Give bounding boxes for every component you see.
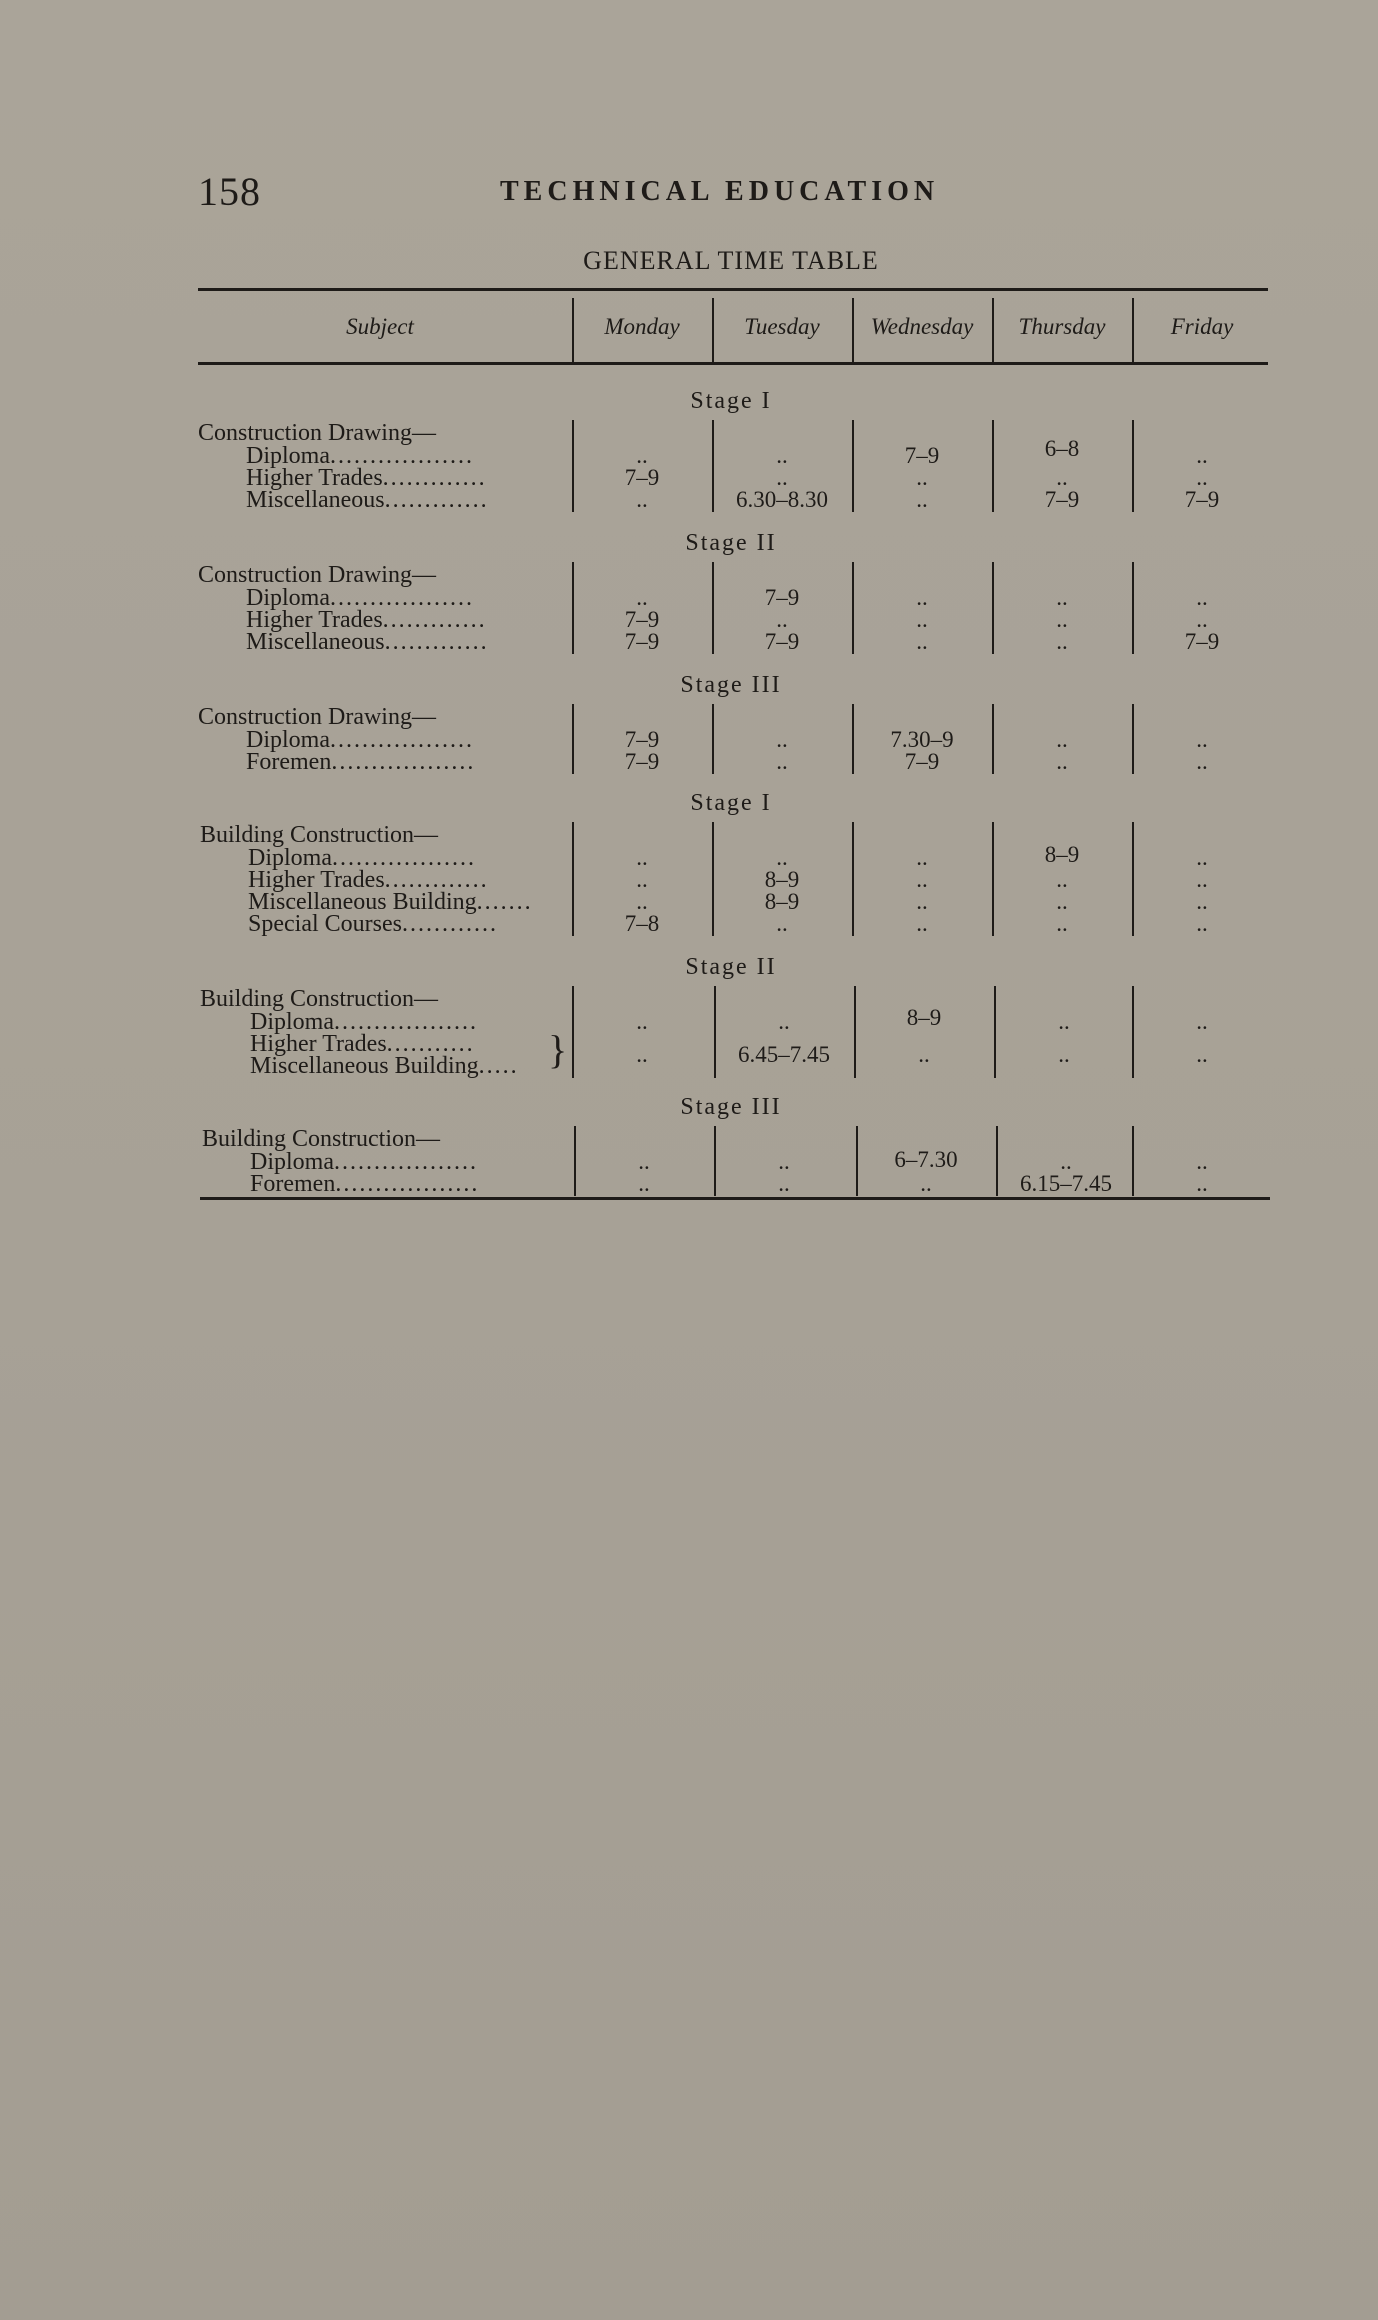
cell: .. (776, 911, 788, 936)
cell: .. (1196, 867, 1208, 892)
group-title: Building Construction— (202, 1126, 441, 1152)
group-title: Building Construction— (200, 822, 439, 848)
header-divider (992, 298, 994, 362)
cell: .. (918, 1042, 930, 1067)
stage-heading: Stage III (680, 1094, 782, 1120)
cell: 7–9 (1184, 487, 1220, 512)
cell: .. (636, 845, 648, 870)
row-label: Miscellaneous............. (246, 487, 489, 513)
cell: 7–9 (764, 629, 800, 654)
page-number: 158 (198, 169, 261, 214)
cell: 7–9 (1044, 487, 1080, 512)
cell: .. (1056, 585, 1068, 610)
header-monday: Monday (604, 314, 680, 339)
bottom-rule (200, 1197, 1270, 1200)
cell: .. (1196, 845, 1208, 870)
stage-heading: Stage I (690, 388, 772, 414)
cell: .. (916, 607, 928, 632)
cell: 7–9 (624, 749, 660, 774)
cell: 6.30–8.30 (736, 487, 828, 512)
cell: .. (916, 867, 928, 892)
cell: 8–9 (764, 889, 800, 914)
row-label: Higher Trades............. (246, 465, 487, 491)
cell: .. (636, 443, 648, 468)
row-label: Higher Trades........... (250, 1031, 475, 1057)
cell: .. (1056, 607, 1068, 632)
cell: .. (1060, 1149, 1072, 1174)
header-divider (712, 298, 714, 362)
cell: 6.15–7.45 (1020, 1171, 1112, 1196)
cell: .. (916, 465, 928, 490)
cell: .. (776, 727, 788, 752)
cell: .. (1196, 1171, 1208, 1196)
row-label: Diploma.................. (248, 845, 476, 871)
row-label: Foremen.................. (250, 1171, 480, 1197)
cell: .. (776, 465, 788, 490)
cell: 7–8 (624, 911, 660, 936)
running-head: TECHNICAL EDUCATION (500, 176, 940, 207)
cell: .. (636, 585, 648, 610)
cell: .. (1056, 911, 1068, 936)
cell: .. (776, 845, 788, 870)
row-label: Diploma.................. (246, 585, 474, 611)
cell: .. (776, 749, 788, 774)
cell: .. (636, 1009, 648, 1034)
cell: .. (1056, 465, 1068, 490)
cell: .. (1196, 443, 1208, 468)
header-wednesday: Wednesday (870, 314, 974, 339)
cell: .. (1196, 1009, 1208, 1034)
group-title: Construction Drawing— (198, 562, 436, 588)
row-label: Miscellaneous............. (246, 629, 489, 655)
cell: 7–9 (624, 465, 660, 490)
cell: .. (1056, 749, 1068, 774)
cell: .. (916, 889, 928, 914)
cell: 6–8 (1044, 436, 1080, 461)
cell: 7–9 (624, 727, 660, 752)
cell: 7–9 (1184, 629, 1220, 654)
cell: .. (638, 1171, 650, 1196)
group-title: Construction Drawing— (198, 704, 436, 730)
cell: .. (1058, 1009, 1070, 1034)
header-divider (852, 298, 854, 362)
row-label: Diploma.................. (250, 1009, 478, 1035)
cell: .. (1056, 867, 1068, 892)
cell: 7.30–9 (890, 727, 954, 752)
cell: .. (636, 867, 648, 892)
cell: .. (1196, 727, 1208, 752)
cell: .. (1196, 889, 1208, 914)
cell: 7–9 (904, 749, 940, 774)
cell: 6–7.30 (894, 1147, 958, 1172)
cell: .. (1058, 1042, 1070, 1067)
row-label: Miscellaneous Building....... (248, 889, 533, 915)
stage-heading: Stage II (685, 530, 777, 556)
cell: .. (636, 1042, 648, 1067)
cell: .. (920, 1171, 932, 1196)
cell: .. (1196, 607, 1208, 632)
cell: 8–9 (906, 1005, 942, 1030)
header-divider (572, 298, 574, 362)
cell: .. (778, 1009, 790, 1034)
cell: .. (916, 845, 928, 870)
cell: .. (778, 1149, 790, 1174)
cell: 8–9 (1044, 842, 1080, 867)
cell: 8–9 (764, 867, 800, 892)
row-label: Diploma.................. (246, 727, 474, 753)
cell: .. (778, 1171, 790, 1196)
cell: .. (636, 487, 648, 512)
group-title: Construction Drawing— (198, 420, 436, 446)
cell: .. (1056, 727, 1068, 752)
cell: .. (916, 487, 928, 512)
cell: .. (776, 443, 788, 468)
brace-symbol: } (548, 1027, 568, 1072)
cell: .. (638, 1149, 650, 1174)
cell: .. (916, 629, 928, 654)
row-label: Special Courses............ (248, 911, 498, 937)
group-title: Building Construction— (200, 986, 439, 1012)
stage-heading: Stage I (690, 790, 772, 816)
row-label: Diploma.................. (246, 443, 474, 469)
stage-heading: Stage III (680, 672, 782, 698)
cell: .. (1056, 629, 1068, 654)
cell: .. (916, 585, 928, 610)
header-subject: Subject (346, 314, 414, 339)
cell: 7–9 (904, 443, 940, 468)
cell: 7–9 (764, 585, 800, 610)
header-divider (1132, 298, 1134, 362)
row-label: Higher Trades............. (246, 607, 487, 633)
cell: .. (1196, 1149, 1208, 1174)
top-rule (198, 288, 1268, 291)
cell: .. (776, 607, 788, 632)
row-label: Foremen.................. (246, 749, 476, 775)
cell: .. (1196, 465, 1208, 490)
row-label: Diploma.................. (250, 1149, 478, 1175)
cell: .. (1196, 911, 1208, 936)
row-label: Higher Trades............. (248, 867, 489, 893)
cell: .. (636, 889, 648, 914)
stage-heading: Stage II (685, 954, 777, 980)
header-rule (198, 362, 1268, 365)
cell: .. (916, 911, 928, 936)
table-title: GENERAL TIME TABLE (583, 246, 879, 275)
cell: 6.45–7.45 (738, 1042, 830, 1067)
cell: .. (1196, 585, 1208, 610)
row-label: Miscellaneous Building..... (250, 1053, 519, 1079)
cell: 7–9 (624, 629, 660, 654)
header-friday: Friday (1170, 314, 1234, 339)
header-tuesday: Tuesday (744, 314, 820, 339)
cell: .. (1196, 749, 1208, 774)
cell: 7–9 (624, 607, 660, 632)
cell: .. (1056, 889, 1068, 914)
cell: .. (1196, 1042, 1208, 1067)
header-thursday: Thursday (1018, 314, 1106, 339)
